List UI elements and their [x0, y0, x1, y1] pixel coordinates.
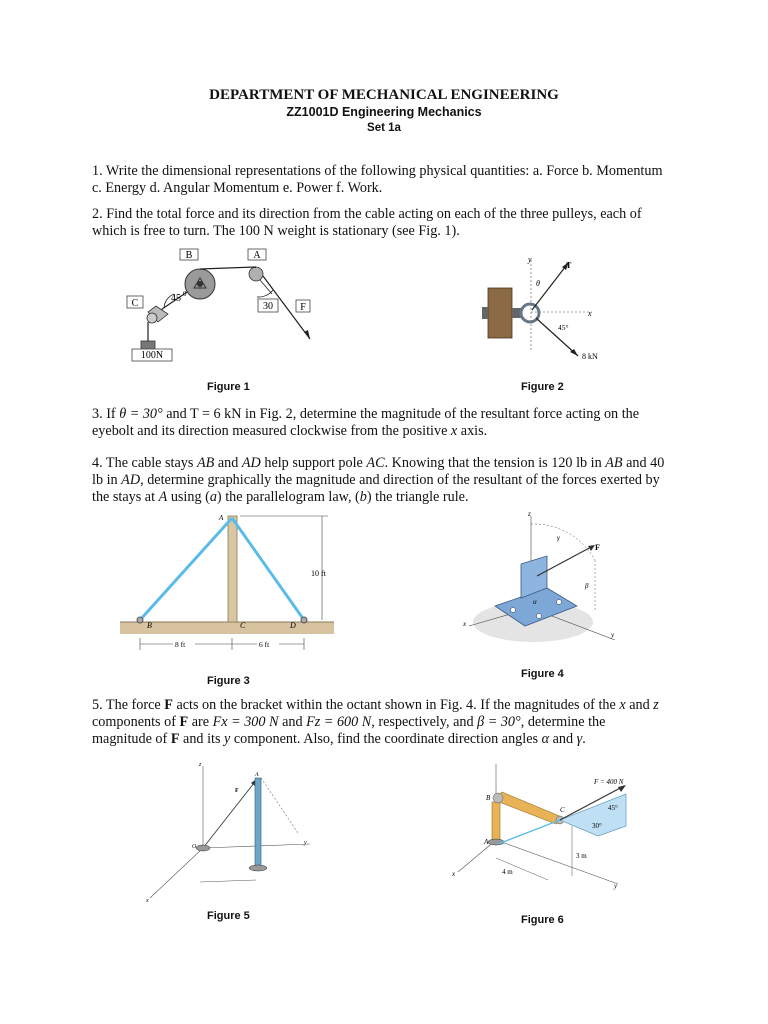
fig4-label-alpha: α — [533, 598, 537, 606]
fig2-label-theta: θ — [536, 279, 540, 288]
fig1-angle-30: 30 — [263, 301, 273, 312]
figure-3-caption: Figure 3 — [207, 675, 250, 687]
fig4-label-z: z — [528, 510, 531, 518]
fig6-label-x: x — [452, 870, 456, 878]
question-4-line-2: lb in AD, determine graphically the magnitude and direction of the resultant of the forces exerted by — [92, 472, 660, 488]
fig1-label-a: A — [253, 250, 261, 261]
fig3-label-a: A — [219, 514, 224, 522]
figure-3-pole — [118, 508, 340, 664]
question-3-line-1: 3. If θ = 30° and T = 6 kN in Fig. 2, determine the magnitude of the resultant force acting on the — [92, 406, 640, 422]
fig5-label-o: O — [192, 844, 197, 850]
question-5-line-1: 5. The force F acts on the bracket within the octant shown in Fig. 4. If the magnitudes of the x and z — [92, 697, 659, 713]
set-label: Set 1a — [367, 122, 401, 134]
fig4-label-x: x — [463, 620, 467, 628]
fig4-label-beta: β — [585, 582, 589, 590]
theta-expression: θ = 30° — [119, 406, 163, 422]
figure-6-pipe — [448, 760, 644, 900]
fig1-weight: 100N — [140, 350, 164, 361]
fig6-label-c: C — [560, 806, 565, 814]
fig2-angle-45: 45° — [558, 323, 569, 332]
question-5-line-3: magnitude of F and its y component. Also, find the coordinate direction angles α and γ. — [92, 731, 586, 747]
fig3-label-d: D — [290, 621, 296, 630]
fig1-label-c: C — [131, 298, 139, 309]
fig2-label-x: x — [588, 309, 592, 318]
course-title: ZZ1001D Engineering Mechanics — [286, 105, 482, 119]
figure-1-pulleys — [120, 244, 330, 368]
fig4-label-f: F — [595, 543, 600, 552]
fig6-angle-45: 45° — [608, 804, 618, 812]
fig5-label-f: F — [235, 788, 239, 794]
fig2-label-y: y — [528, 255, 532, 264]
fig5-label-x: x — [146, 898, 149, 904]
fig6-dim-4m: 4 m — [502, 868, 513, 876]
fig6-label-a: A — [484, 838, 489, 846]
question-1-line-2: c. Energy d. Angular Momentum e. Power f. Work. — [92, 180, 383, 196]
question-4-line-1: 4. The cable stays AB and AD help support pole AC. Knowing that the tension is 120 lb in AB and 40 — [92, 455, 665, 471]
fig4-label-gamma: γ — [557, 534, 560, 542]
question-5 — [92, 697, 676, 748]
fig3-dist-right: 6 ft — [259, 640, 270, 649]
question-4 — [92, 455, 676, 506]
question-5-line-2: components of F are Fx = 300 N and Fz = 600 N, respectively, and β = 30°, determine the — [92, 714, 606, 730]
fig5-label-a: A — [255, 772, 259, 778]
question-4-line-3: the stays at A using (a) the parallelogram law, (b) the triangle rule. — [92, 489, 469, 505]
fig6-dim-3m: 3 m — [576, 852, 587, 860]
fig3-dist-left: 8 ft — [175, 640, 186, 649]
fig1-label-f: F — [300, 302, 306, 313]
fig6-force: F = 400 N — [594, 778, 624, 786]
figure-5-caption: Figure 5 — [207, 910, 250, 922]
fig1-angle-45: 45 — [171, 293, 181, 304]
department-title: DEPARTMENT OF MECHANICAL ENGINEERING — [209, 87, 559, 103]
fz-expression: Fz = 600 N — [306, 714, 372, 730]
question-2-line-2: which is free to turn. The 100 N weight is stationary (see Fig. 1). — [92, 223, 460, 239]
fig2-label-t: T — [566, 261, 572, 270]
figure-4-caption: Figure 4 — [521, 668, 564, 680]
figure-4-bracket — [455, 510, 625, 650]
fig6-label-b: B — [486, 794, 491, 802]
question-1 — [92, 163, 676, 197]
fig5-label-y: y — [304, 840, 307, 846]
fig1-degree: 0 — [183, 290, 187, 298]
fx-expression: Fx = 300 N — [212, 714, 279, 730]
question-3-line-2: eyebolt and its direction measured clockwise from the positive x axis. — [92, 423, 488, 439]
question-2 — [92, 206, 676, 240]
fig3-height: 10 ft — [311, 569, 326, 578]
fig3-label-b: B — [147, 621, 152, 630]
fig6-label-y: y — [614, 882, 618, 890]
question-2-line-1: 2. Find the total force and its direction from the cable acting on each of the three pulleys, each of — [92, 206, 642, 222]
fig2-force: 8 kN — [582, 352, 598, 361]
question-3 — [92, 406, 676, 440]
fig3-label-c: C — [240, 621, 246, 630]
fig5-label-z: z — [199, 762, 202, 768]
figure-2-eyebolt — [470, 252, 620, 364]
fig6-angle-30: 30° — [592, 822, 602, 830]
figure-5-pole — [140, 758, 320, 906]
question-1-line-1: 1. Write the dimensional representations of the following physical quantities: a. Force b. Momentum — [92, 163, 663, 179]
figure-1-caption: Figure 1 — [207, 381, 250, 393]
fig1-label-b: B — [185, 250, 193, 261]
figure-6-caption: Figure 6 — [521, 914, 564, 926]
figure-2-caption: Figure 2 — [521, 381, 564, 393]
fig4-label-y: y — [611, 631, 615, 639]
beta-expression: β = 30° — [477, 714, 521, 730]
